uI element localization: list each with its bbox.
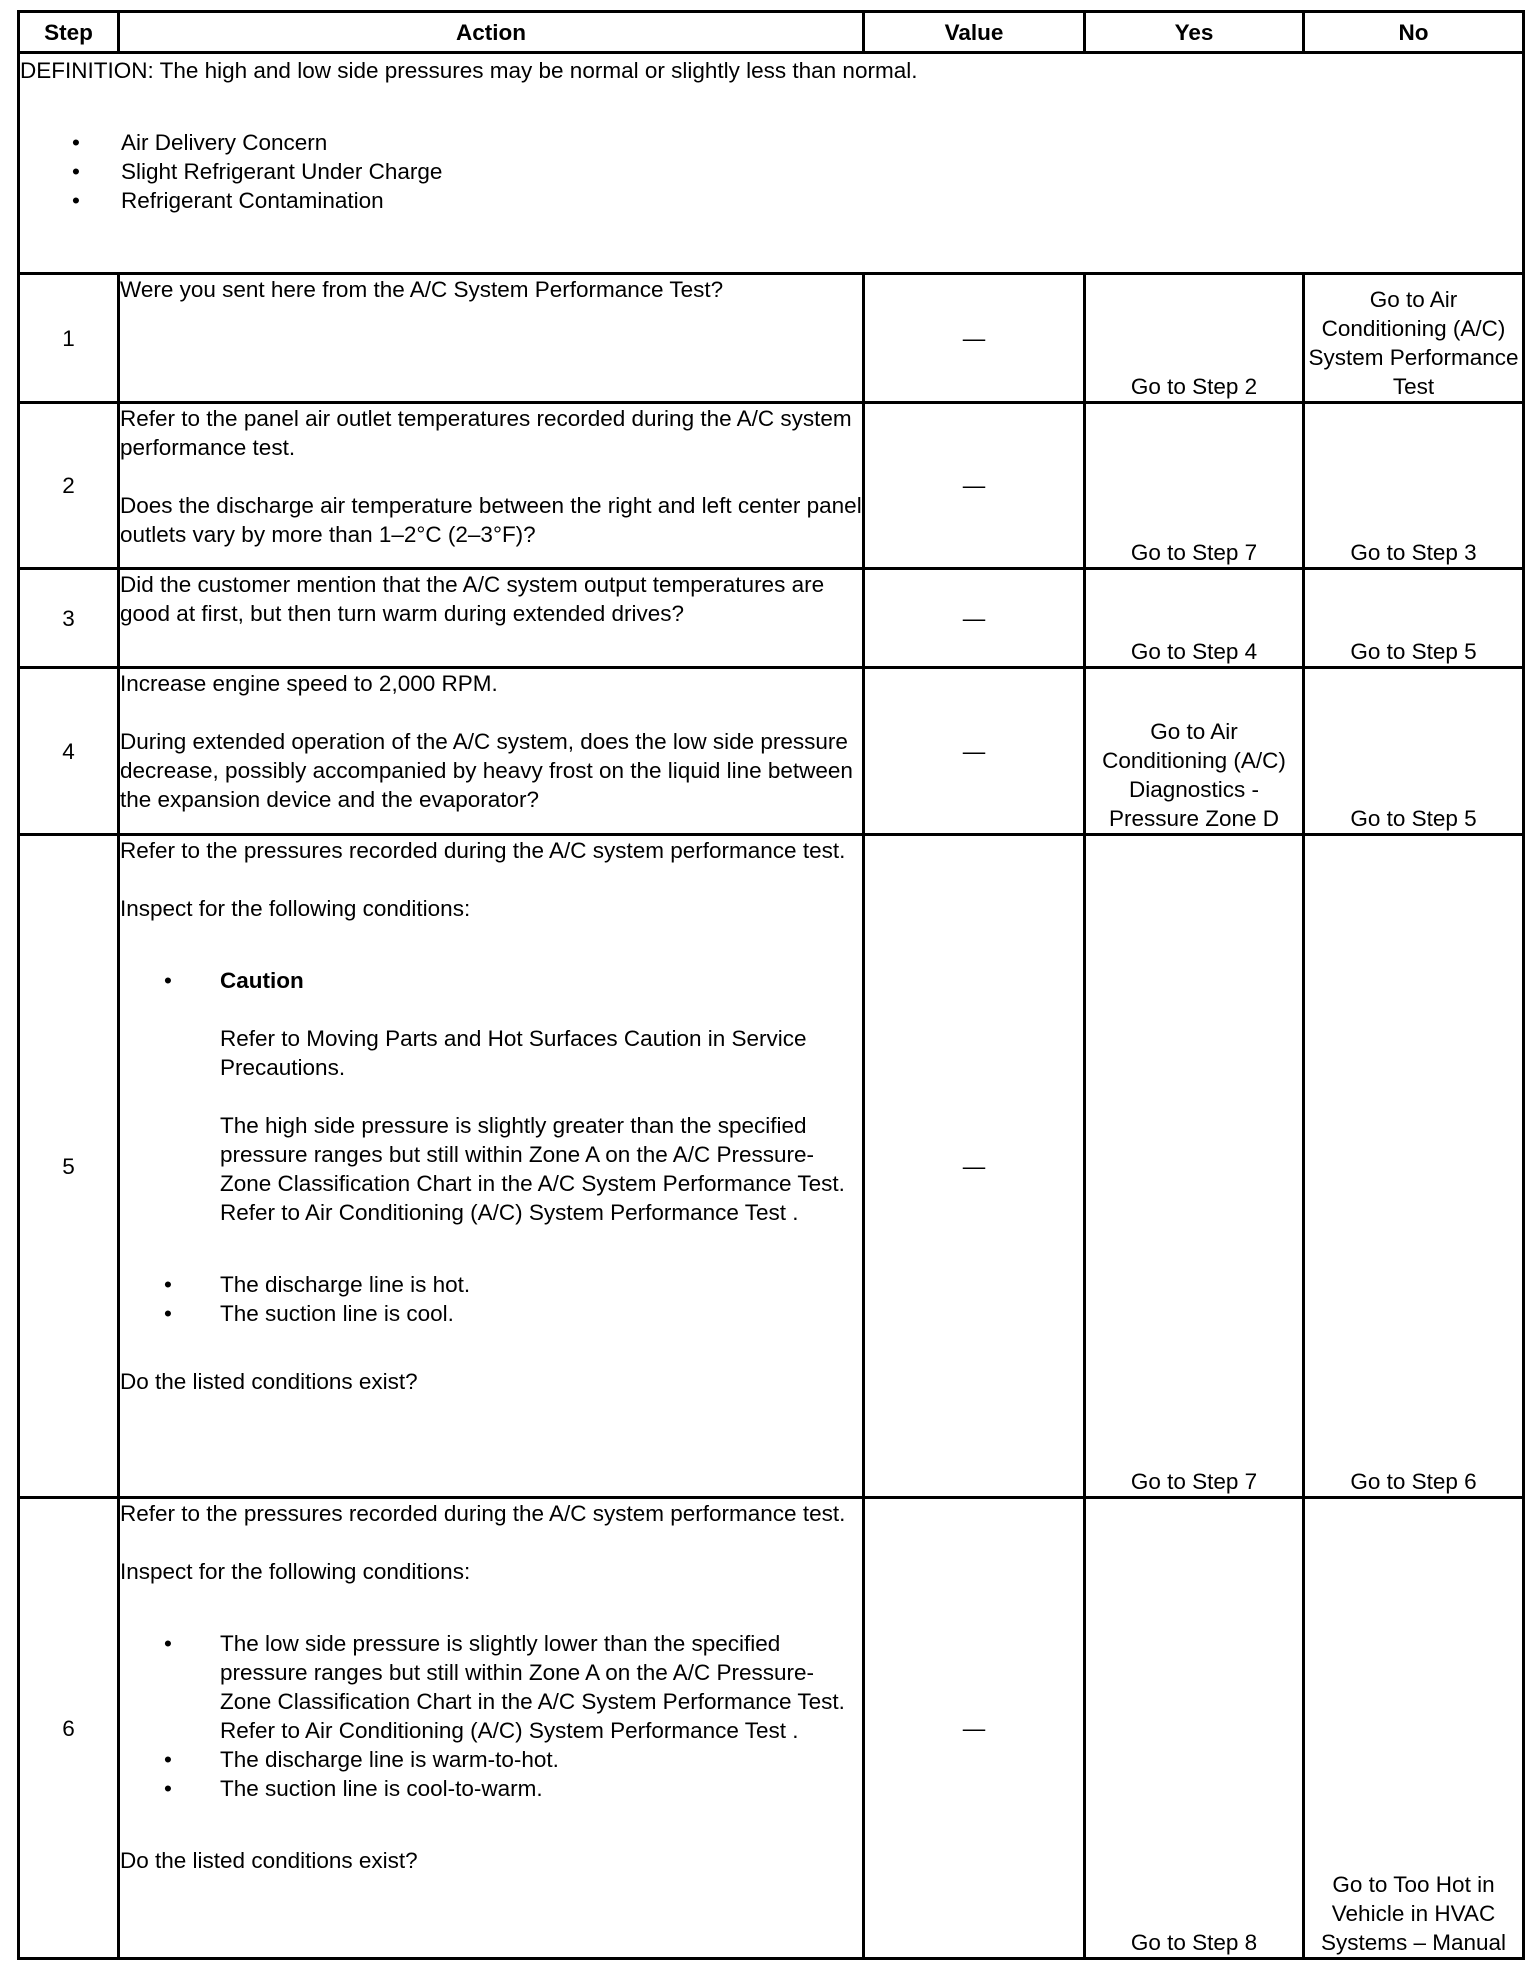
step-yes-link[interactable]: Go to Step 7 — [1085, 403, 1304, 569]
definition-cell — [19, 53, 1524, 274]
action-text: Increase engine speed to 2,000 RPM. — [120, 671, 498, 696]
step-no-link[interactable]: Go to Air Conditioning (A/C) System Performance Test — [1304, 274, 1524, 403]
action-question: Does the discharge air temperature between the right and left center panel outlets vary by more than 1–2°C (2–3°F)? — [120, 493, 862, 547]
step-number: 3 — [19, 569, 119, 668]
table-row — [19, 1498, 1524, 1959]
list-item: • The low side pressure is slightly lower than the specified pressure ranges but still within Zone A on the A/C Pressure-Zone Classification Chart in the A/C System Performance Test. Refer to Air Conditioning (A/C) System Performance Test . — [120, 1629, 862, 1745]
step-no-link[interactable]: Go to Step 3 — [1304, 403, 1524, 569]
step-action — [119, 403, 864, 569]
step-number: 2 — [19, 403, 119, 569]
action-question: Do the listed conditions exist? — [120, 1848, 418, 1873]
table-row — [19, 668, 1524, 835]
action-question: Do the listed conditions exist? — [120, 1369, 418, 1394]
step-no-link[interactable]: Go to Step 6 — [1304, 835, 1524, 1498]
step-no-link[interactable]: Go to Step 5 — [1304, 668, 1524, 835]
action-text: Refer to the panel air outlet temperatures recorded during the A/C system performance test. — [120, 406, 852, 460]
table-row — [19, 835, 1524, 1498]
step-yes-link[interactable]: Go to Step 2 — [1085, 274, 1304, 403]
list-item: • The discharge line is warm-to-hot. — [120, 1745, 862, 1774]
condition-text: The high side pressure is slightly greater than the specified pressure ranges but still within Zone A on the A/C Pressure-Zone Classification Chart in the A/C System Performance Test. Refer to Air Conditioning (A/C) System Performance Test . — [220, 1113, 845, 1225]
step-number: 6 — [19, 1498, 119, 1959]
step-no-link[interactable]: Go to Too Hot in Vehicle in HVAC Systems – Manual — [1304, 1498, 1524, 1959]
definition-bullet: • Refrigerant Contamination — [20, 186, 1522, 215]
header-step: Step — [19, 12, 119, 53]
action-text: Refer to the pressures recorded during the A/C system performance test. — [120, 1501, 846, 1526]
list-item — [120, 966, 862, 1270]
table-header-row — [19, 12, 1524, 53]
caution-title: Caution — [220, 968, 304, 993]
step-yes-link[interactable]: Go to Step 7 — [1085, 835, 1304, 1498]
header-no: No — [1304, 12, 1524, 53]
table-row — [19, 274, 1524, 403]
step-action — [119, 1498, 864, 1959]
header-yes: Yes — [1085, 12, 1304, 53]
step-value: — — [864, 1498, 1085, 1959]
list-item: • The suction line is cool. — [120, 1299, 862, 1328]
header-action: Action — [119, 12, 864, 53]
list-item: • The suction line is cool-to-warm. — [120, 1774, 862, 1803]
definition-bullet: • Air Delivery Concern — [20, 128, 1522, 157]
step-value: — — [864, 668, 1085, 835]
definition-bullet: • Slight Refrigerant Under Charge — [20, 157, 1522, 186]
step-no-link[interactable]: Go to Step 5 — [1304, 569, 1524, 668]
step-action — [119, 668, 864, 835]
conditions-list — [120, 966, 862, 1328]
diagnostic-table — [17, 10, 1525, 1960]
step-yes-link[interactable]: Go to Step 4 — [1085, 569, 1304, 668]
step-yes-link[interactable]: Go to Step 8 — [1085, 1498, 1304, 1959]
step-action — [119, 569, 864, 668]
step-number: 5 — [19, 835, 119, 1498]
action-text: Refer to the pressures recorded during the A/C system performance test. — [120, 838, 846, 863]
action-text: Did the customer mention that the A/C system output temperatures are good at first, but then turn warm during extended drives? — [120, 572, 825, 626]
step-number: 4 — [19, 668, 119, 835]
list-item: • The discharge line is hot. — [120, 1270, 862, 1299]
step-value: — — [864, 835, 1085, 1498]
caution-text: Refer to Moving Parts and Hot Surfaces Caution in Service Precautions. — [220, 1026, 807, 1080]
action-text: Inspect for the following conditions: — [120, 896, 471, 921]
action-text: Inspect for the following conditions: — [120, 1559, 471, 1584]
step-value: — — [864, 403, 1085, 569]
step-value: — — [864, 569, 1085, 668]
step-value: — — [864, 274, 1085, 403]
table-row — [19, 569, 1524, 668]
definition-bullets — [20, 128, 1522, 215]
step-number: 1 — [19, 274, 119, 403]
header-value: Value — [864, 12, 1085, 53]
definition-text: DEFINITION: The high and low side pressures may be normal or slightly less than normal. — [20, 58, 918, 83]
step-yes-link[interactable]: Go to Air Conditioning (A/C) Diagnostics - Pressure Zone D — [1085, 668, 1304, 835]
definition-row — [19, 53, 1524, 274]
step-action — [119, 274, 864, 403]
table-row — [19, 403, 1524, 569]
conditions-list — [120, 1629, 862, 1803]
step-action — [119, 835, 864, 1498]
action-text: Were you sent here from the A/C System Performance Test? — [120, 277, 724, 302]
action-question: During extended operation of the A/C system, does the low side pressure decrease, possibly accompanied by heavy frost on the liquid line between the expansion device and the evaporator? — [120, 729, 853, 812]
